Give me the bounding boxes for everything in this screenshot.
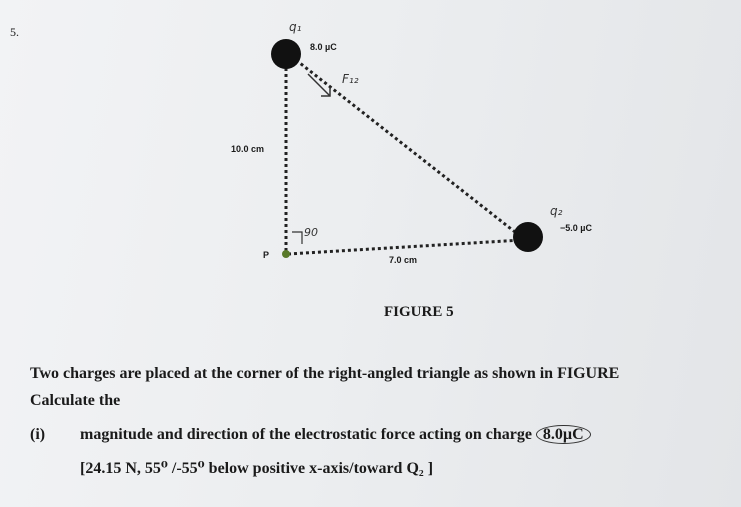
angle-handwritten-label: 90 (304, 226, 318, 239)
problem-statement: Two charges are placed at the corner of the right-angled triangle as shown in FIGURE (30, 365, 620, 382)
hypotenuse (296, 60, 515, 232)
instruction-line: Calculate the (30, 392, 121, 409)
circled-charge: 8.0µC (536, 425, 591, 444)
q1-handwritten-label: q₁ (289, 20, 302, 34)
vertical-distance-label: 10.0 cm (231, 144, 265, 154)
figure-caption: FIGURE 5 (384, 304, 454, 320)
part-number: (i) (30, 426, 46, 443)
point-p-label: P (263, 250, 270, 260)
answer: [24.15 N, 55⁰ /-55⁰ below positive x-axis/toward Q₂ ] (80, 460, 434, 477)
q2-charge-label: −5.0 µC (560, 223, 592, 233)
right-angle-mark (292, 232, 302, 244)
f12-handwritten-label: F₁₂ (342, 72, 359, 86)
horizontal-distance-label: 7.0 cm (389, 255, 418, 265)
force-arrow (308, 74, 330, 96)
point-p (282, 250, 290, 258)
q2-handwritten-label: q₂ (550, 204, 563, 218)
charge-q1 (271, 39, 301, 69)
q1-charge-label: 8.0 µC (310, 42, 337, 52)
part-text: magnitude and direction of the electrostatic force acting on charge (80, 426, 536, 443)
horizontal-side (288, 240, 522, 254)
question-number: 5. (10, 25, 19, 39)
charge-q2 (513, 222, 543, 252)
part-i (30, 426, 591, 444)
